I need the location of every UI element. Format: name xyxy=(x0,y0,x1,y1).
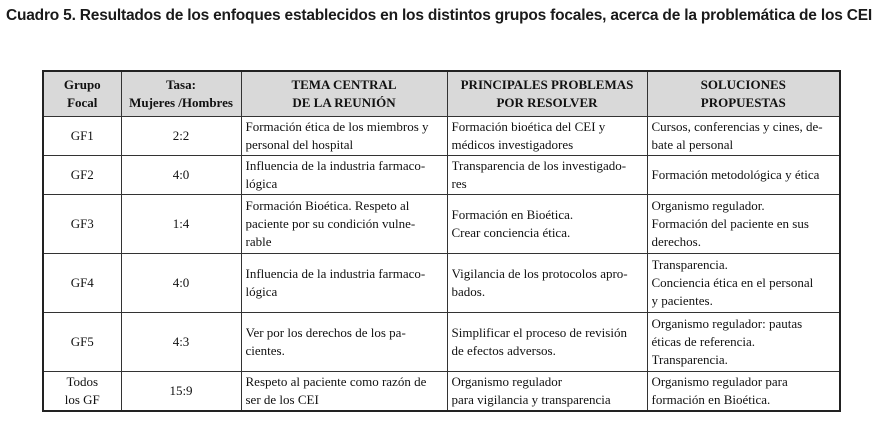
header-principales-problemas: PRINCIPALES PROBLEMAS POR RESOLVER xyxy=(447,71,647,117)
table-row xyxy=(43,254,840,313)
cell-problemas: Formación en Bioética. Crear conciencia ética. xyxy=(447,195,647,254)
header-tema-central: TEMA CENTRAL DE LA REUNIÓN xyxy=(241,71,447,117)
table-row xyxy=(43,156,840,195)
cell-problemas: Organismo regulador para vigilancia y transparencia xyxy=(447,372,647,412)
cell-tasa: 4:0 xyxy=(121,254,241,313)
table-row xyxy=(43,313,840,372)
header-grupo-focal: Grupo Focal xyxy=(43,71,121,117)
cell-tema: Formación Bioética. Respeto al paciente por su condición vulne- rable xyxy=(241,195,447,254)
cell-grupo: Todos los GF xyxy=(43,372,121,412)
cell-tasa: 2:2 xyxy=(121,117,241,156)
table-row xyxy=(43,195,840,254)
table-row xyxy=(43,117,840,156)
cell-problemas: Simplificar el proceso de revisión de efectos adversos. xyxy=(447,313,647,372)
table-caption: Cuadro 5. Resultados de los enfoques establecidos en los distintos grupos focales, acerca de la problemática de los CEI xyxy=(6,7,872,24)
cell-tasa: 15:9 xyxy=(121,372,241,412)
cell-tasa: 1:4 xyxy=(121,195,241,254)
cell-grupo: GF3 xyxy=(43,195,121,254)
cell-soluciones: Organismo regulador para formación en Bioética. xyxy=(647,372,840,412)
focus-groups-table xyxy=(42,70,841,412)
cell-tema: Formación ética de los miembros y personal del hospital xyxy=(241,117,447,156)
cell-tasa: 4:0 xyxy=(121,156,241,195)
table-header-row xyxy=(43,71,840,117)
cell-grupo: GF4 xyxy=(43,254,121,313)
cell-tema: Influencia de la industria farmaco- lógica xyxy=(241,156,447,195)
cell-problemas: Formación bioética del CEI y médicos investigadores xyxy=(447,117,647,156)
cell-soluciones: Formación metodológica y ética xyxy=(647,156,840,195)
cell-soluciones: Cursos, conferencias y cines, de- bate al personal xyxy=(647,117,840,156)
cell-grupo: GF5 xyxy=(43,313,121,372)
cell-grupo: GF2 xyxy=(43,156,121,195)
header-tasa: Tasa: Mujeres /Hombres xyxy=(121,71,241,117)
cell-grupo: GF1 xyxy=(43,117,121,156)
cell-tema: Ver por los derechos de los pa- cientes. xyxy=(241,313,447,372)
cell-tema: Influencia de la industria farmaco- lógica xyxy=(241,254,447,313)
cell-tasa: 4:3 xyxy=(121,313,241,372)
table-row xyxy=(43,372,840,412)
cell-soluciones: Organismo regulador. Formación del paciente en sus derechos. xyxy=(647,195,840,254)
cell-soluciones: Organismo regulador: pautas éticas de referencia. Transparencia. xyxy=(647,313,840,372)
cell-soluciones: Transparencia. Conciencia ética en el personal y pacientes. xyxy=(647,254,840,313)
header-soluciones-propuestas: SOLUCIONES PROPUESTAS xyxy=(647,71,840,117)
cell-tema: Respeto al paciente como razón de ser de los CEI xyxy=(241,372,447,412)
cell-problemas: Transparencia de los investigado- res xyxy=(447,156,647,195)
cell-problemas: Vigilancia de los protocolos apro- bados. xyxy=(447,254,647,313)
